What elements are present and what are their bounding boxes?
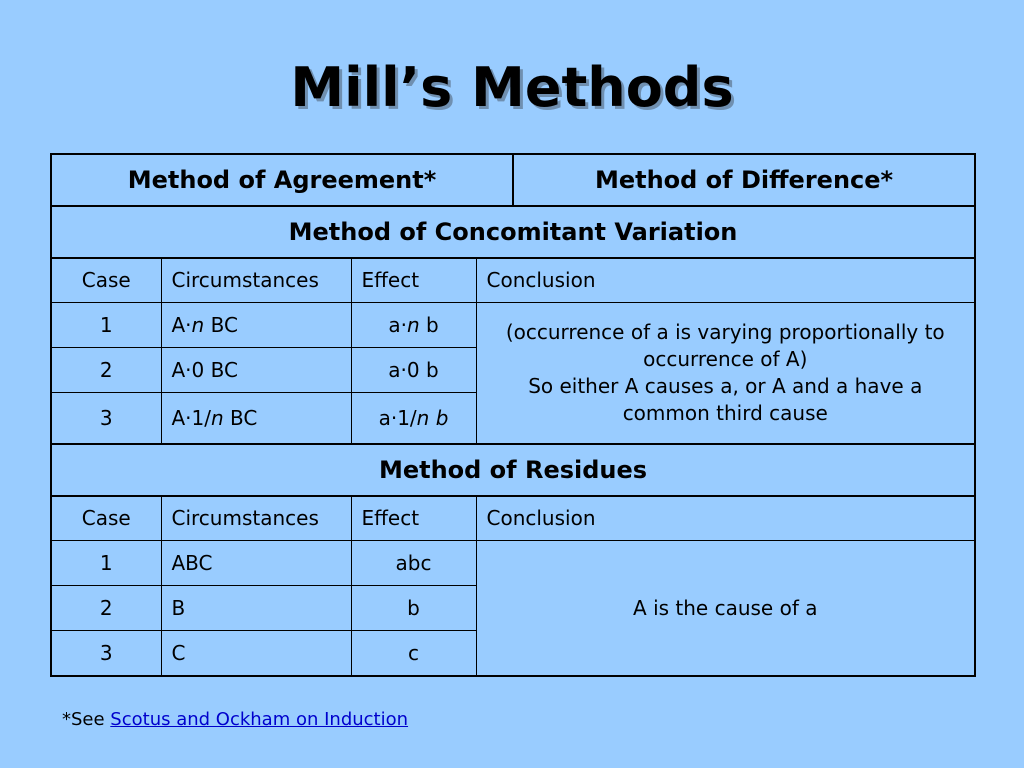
case-cell: 1 [51,303,161,348]
circumstances-cell: ABC [161,541,351,586]
method-of-agreement-header: Method of Agreement* [51,154,513,206]
column-header-conclusion: Conclusion [476,258,975,303]
column-header-effect: Effect [351,258,476,303]
case-cell: 3 [51,393,161,445]
column-header-case: Case [51,496,161,541]
effect-cell: a·0 b [351,348,476,393]
method-of-difference-header: Method of Difference* [513,154,975,206]
case-cell: 2 [51,348,161,393]
footnote [62,707,408,733]
column-header-case: Case [51,258,161,303]
table-row [51,541,975,586]
circumstances-cell: A·n BC [161,303,351,348]
case-cell: 1 [51,541,161,586]
slide-title: Mill’s Methods [290,56,734,119]
top-header-row [51,154,975,206]
circumstances-cell: A·0 BC [161,348,351,393]
case-cell: 2 [51,586,161,631]
column-header-circumstances: Circumstances [161,258,351,303]
column-header-circumstances: Circumstances [161,496,351,541]
method-of-concomitant-variation-header: Method of Concomitant Variation [51,206,975,258]
effect-cell: a·1/n b [351,393,476,445]
table-row [51,303,975,348]
effect-cell: a·n b [351,303,476,348]
effect-cell: b [351,586,476,631]
column-header-conclusion: Conclusion [476,496,975,541]
effect-cell: c [351,631,476,677]
methods-table [50,153,976,677]
effect-cell: abc [351,541,476,586]
residues-column-headers [51,496,975,541]
concomitant-column-headers [51,258,975,303]
circumstances-cell: C [161,631,351,677]
column-header-effect: Effect [351,496,476,541]
footnote-prefix: *See [62,709,111,730]
residues-conclusion-cell: A is the cause of a [476,541,975,677]
conclusion-line: (occurrence of a is varying proportionally to occurrence of A) [505,320,945,371]
scotus-ockham-link[interactable]: Scotus and Ockham on Induction [110,709,409,730]
method-of-residues-header: Method of Residues [51,444,975,496]
concomitant-header-row [51,206,975,258]
case-cell: 3 [51,631,161,677]
circumstances-cell: A·1/n BC [161,393,351,445]
concomitant-conclusion-cell [476,303,975,445]
residues-header-row [51,444,975,496]
conclusion-line: So either A causes a, or A and a have a common third cause [528,374,923,425]
circumstances-cell: B [161,586,351,631]
